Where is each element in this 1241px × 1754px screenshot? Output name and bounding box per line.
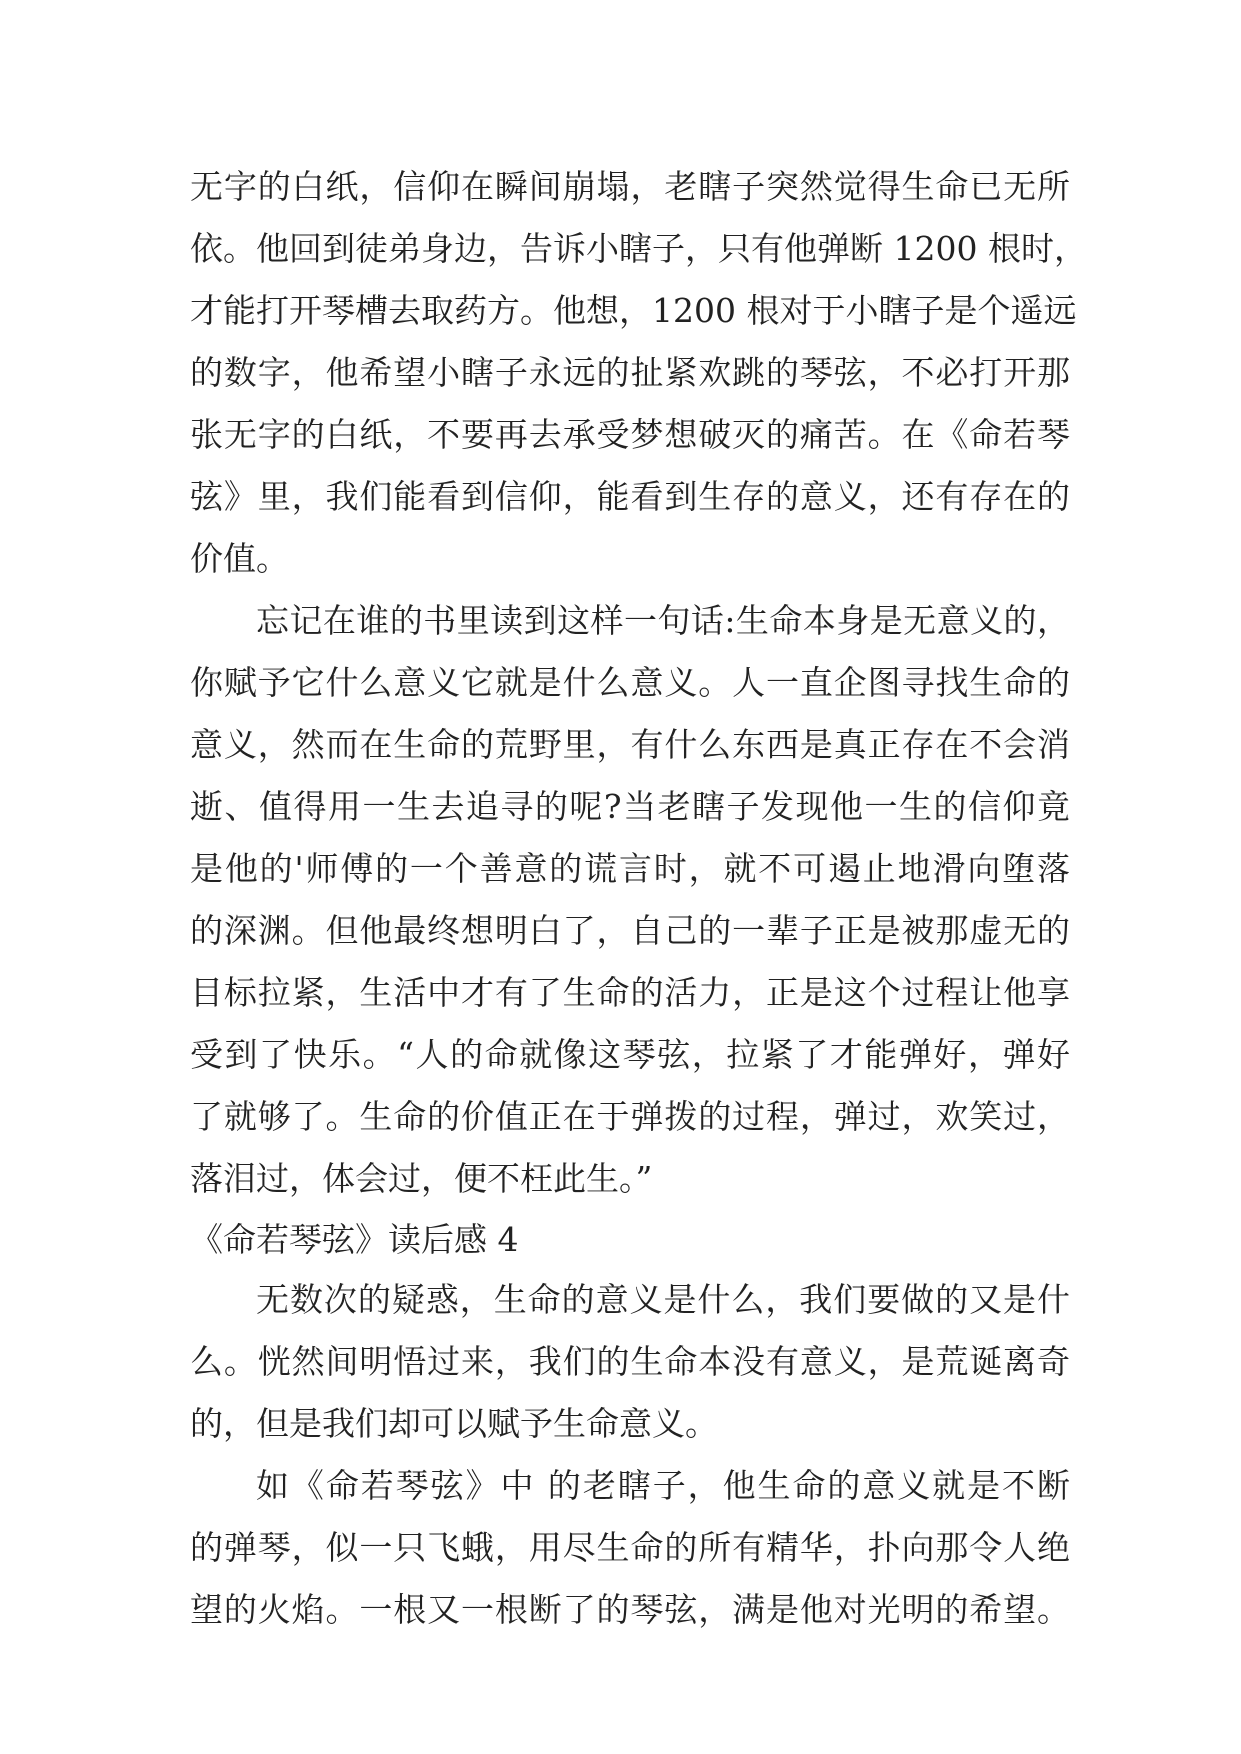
text-line: 价值。: [190, 539, 289, 578]
document-body: [190, 156, 1087, 1641]
paragraph: [190, 1269, 1070, 1455]
text-line: 如《命若琴弦》中 的老瞎子，他生命的意义就是不断: [256, 1466, 1070, 1505]
text-line: 么。恍然间明悟过来，我们的生命本没有意义，是荒诞离奇: [190, 1342, 1070, 1381]
text-line: 的深渊。但他最终想明白了，自己的一辈子正是被那虚无的: [190, 911, 1070, 950]
heading-line: 《命若琴弦》读后感 4: [190, 1220, 519, 1259]
paragraph: [190, 1455, 1070, 1641]
text-line: 了就够了。生命的价值正在于弹拨的过程，弹过，欢笑过，: [190, 1097, 1070, 1136]
text-line: 逝、值得用一生去追寻的呢?当老瞎子发现他一生的信仰竟: [190, 787, 1070, 826]
text-line: 才能打开琴槽去取药方。他想，1200 根对于小瞎子是个遥远: [190, 291, 1077, 330]
text-line: 张无字的白纸，不要再去承受梦想破灭的痛苦。在《命若琴: [190, 415, 1070, 454]
text-line: 依。他回到徒弟身边，告诉小瞎子，只有他弹断 1200 根时，: [190, 229, 1087, 268]
text-line: 的弹琴，似一只飞蛾，用尽生命的所有精华，扑向那令人绝: [190, 1528, 1070, 1567]
text-line: 意义，然而在生命的荒野里，有什么东西是真正存在不会消: [190, 725, 1070, 764]
text-line: 弦》里，我们能看到信仰，能看到生存的意义，还有存在的: [190, 477, 1070, 516]
text-line: 你赋予它什么意义它就是什么意义。人一直企图寻找生命的: [190, 663, 1070, 702]
text-line: 无字的白纸，信仰在瞬间崩塌，老瞎子突然觉得生命已无所: [190, 167, 1070, 206]
paragraph: [190, 590, 1070, 1210]
text-line: 望的火焰。一根又一根断了的琴弦，满是他对光明的希望。: [190, 1590, 1070, 1629]
text-line: 是他的'师傅的一个善意的谎言时，就不可遏止地滑向堕落: [190, 849, 1070, 888]
text-line: 的数字，他希望小瞎子永远的扯紧欢跳的琴弦，不必打开那: [190, 353, 1070, 392]
text-line: 忘记在谁的书里读到这样一句话:生命本身是无意义的，: [256, 601, 1070, 640]
text-line: 落泪过，体会过，便不枉此生。”: [190, 1159, 653, 1198]
paragraph: [190, 156, 1087, 590]
section-heading: [190, 1210, 1070, 1269]
text-line: 受到了快乐。“人的命就像这琴弦，拉紧了才能弹好，弹好: [190, 1035, 1070, 1074]
text-line: 的，但是我们却可以赋予生命意义。: [190, 1404, 718, 1443]
text-line: 无数次的疑惑，生命的意义是什么，我们要做的又是什: [256, 1280, 1070, 1319]
text-line: 目标拉紧，生活中才有了生命的活力，正是这个过程让他享: [190, 973, 1070, 1012]
